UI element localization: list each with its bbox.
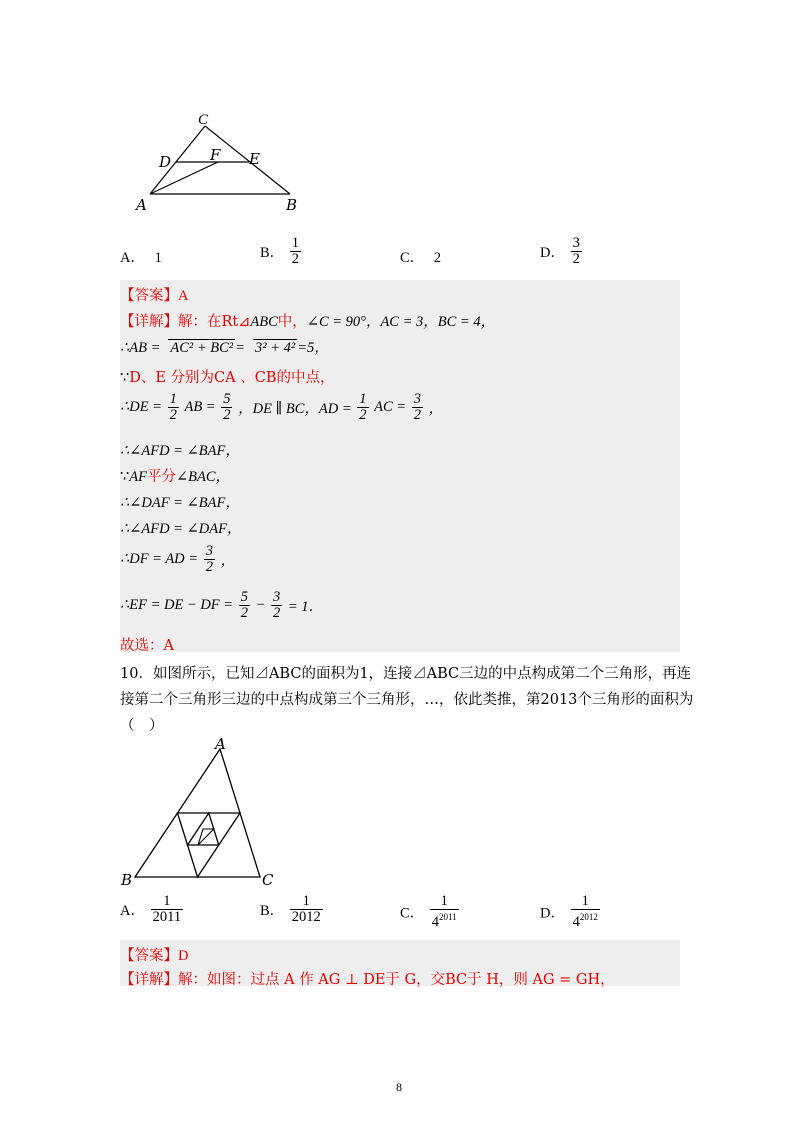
option-a-label: A． xyxy=(120,250,145,266)
q10-paren: （ ） xyxy=(120,718,164,734)
solution-line-1 xyxy=(120,310,495,331)
line9-end: ， xyxy=(220,553,236,569)
line10-f1-num: 5 xyxy=(240,589,248,605)
line7-text: ∴∠DAF = ∠BAF， xyxy=(120,495,240,511)
line1-abc: ABC xyxy=(250,314,278,330)
q10-option-a-num: 1 xyxy=(163,893,171,909)
detail-tag: 【详解】 xyxy=(120,314,178,330)
q10-option-d-num: 1 xyxy=(581,893,589,909)
option-d-den: 2 xyxy=(572,251,580,267)
line2-sqrt1: AC² + BC² xyxy=(170,340,234,356)
line4-prefix: ∴DE = xyxy=(120,399,162,415)
line6-text: 平分 xyxy=(146,469,176,485)
line10-f1-den: 2 xyxy=(240,605,248,621)
line9-prefix: ∴DF = AD = xyxy=(120,551,199,567)
q10-line1: 10．如图所示，已知⊿ABC的面积为1，连接⊿ABC三边的中点构成第二个三角形，再连 xyxy=(120,666,692,682)
label-a: A xyxy=(136,196,147,214)
option-c-label: C． xyxy=(400,250,425,266)
solution-line-2 xyxy=(120,336,329,357)
q10-option-c-num: 1 xyxy=(440,893,448,909)
line4-mid: AB = xyxy=(184,399,216,415)
option-d xyxy=(540,236,584,267)
line1-angle: ∠C = 90°，AC = 3，BC = 4， xyxy=(306,314,496,330)
line3-text: D、E 分别为CA 、CB的中点， xyxy=(129,370,335,386)
option-d-fraction xyxy=(571,236,582,267)
q10-option-b-label: B． xyxy=(260,903,285,919)
solution-line-9 xyxy=(120,544,235,575)
answer-line-q9 xyxy=(120,284,188,305)
solution-line-7 xyxy=(120,491,240,512)
q10-option-a-den: 2011 xyxy=(152,909,182,925)
line4-f4-den: 2 xyxy=(413,407,421,423)
q10-option-a xyxy=(120,894,185,925)
line6-because: ∵ xyxy=(120,469,130,485)
line4-f1-den: 2 xyxy=(169,407,177,423)
option-b-label: B． xyxy=(260,245,285,261)
line10-f2-num: 3 xyxy=(273,589,281,605)
option-b-fraction xyxy=(290,236,301,267)
answer-value: A xyxy=(178,288,189,304)
line1-text-a: 解：在Rt xyxy=(178,314,239,330)
q10-detail-text: 解：如图：过点 A 作 AG ⊥ DE于 G，交BC于 H，则 AG = GH， xyxy=(178,972,615,988)
option-b-den: 2 xyxy=(291,251,300,267)
question-10-line-2 xyxy=(120,688,693,709)
line4-f1-num: 1 xyxy=(169,391,177,407)
solution-line-5 xyxy=(120,439,240,460)
q10-answer-value: D xyxy=(178,948,189,964)
q10-option-c-den-base: 4 xyxy=(431,913,440,930)
label-d: D xyxy=(159,153,172,171)
option-c-value: 2 xyxy=(433,250,442,266)
option-d-label: D． xyxy=(540,245,565,261)
q10-option-c-label: C． xyxy=(400,905,425,922)
line9-den: 2 xyxy=(205,559,213,575)
label-fig2-b: B xyxy=(121,871,133,887)
line6-af: AF xyxy=(129,469,147,485)
option-d-num: 3 xyxy=(572,235,580,251)
label-e: E xyxy=(249,150,260,168)
label-c: C xyxy=(198,112,209,128)
line1-tri: ⊿ xyxy=(238,314,251,330)
q10-detail-tag: 【详解】 xyxy=(120,972,178,988)
q10-option-c-den-exp: 2011 xyxy=(439,912,457,922)
answer-tag: 【答案】 xyxy=(120,288,178,304)
line4-end: ， xyxy=(428,401,444,417)
line2-eq: = xyxy=(235,340,245,356)
question-10-line-1 xyxy=(120,662,691,683)
line2-prefix: ∴AB = xyxy=(120,340,161,356)
line10-end: = 1． xyxy=(287,599,324,615)
line3-because: ∵ xyxy=(120,370,130,386)
line4-f2-den: 2 xyxy=(223,407,231,423)
solution-choice-q9 xyxy=(120,634,174,655)
q10-option-d xyxy=(540,894,602,930)
line4-par: ，DE ∥ BC，AD = xyxy=(238,401,352,417)
q10-option-b-den: 2012 xyxy=(291,909,321,925)
line1-text-b: 中， xyxy=(277,314,307,330)
line6-angle: ∠BAC， xyxy=(175,469,230,485)
q10-option-b xyxy=(260,894,325,925)
solution-line-6 xyxy=(120,465,230,486)
q10-line2: 接第二个三角形三边的中点构成第三个三角形，…，依此类推，第2013个三角形的面积为 xyxy=(120,692,694,708)
option-b xyxy=(260,236,303,267)
solution-line-3 xyxy=(120,366,334,387)
label-f: F xyxy=(210,146,221,164)
page-number: 8 xyxy=(396,1080,402,1094)
line2-sqrt2: 3² + 4² xyxy=(254,340,296,356)
line10-f2-den: 2 xyxy=(273,605,281,621)
line9-num: 3 xyxy=(205,543,213,559)
label-fig2-c: C xyxy=(262,871,274,887)
option-b-num: 1 xyxy=(291,235,300,251)
answer-line-q10 xyxy=(120,944,188,965)
line4-f3-num: 1 xyxy=(359,391,367,407)
q10-answer-tag: 【答案】 xyxy=(120,948,178,964)
q10-option-d-den-base: 4 xyxy=(572,913,580,930)
q10-option-a-label: A． xyxy=(120,903,145,919)
option-c xyxy=(400,246,441,267)
detail-line-q10 xyxy=(120,968,615,989)
option-a-value: 1 xyxy=(154,250,162,266)
solution-line-4 xyxy=(120,392,443,423)
option-a xyxy=(120,246,162,267)
line10-prefix: ∴EF = DE − DF = xyxy=(120,597,234,613)
line4-f2-num: 5 xyxy=(223,391,231,407)
figure-triangle-def xyxy=(130,108,305,218)
line2-result: =5， xyxy=(297,340,329,356)
label-fig2-a: A xyxy=(215,735,226,753)
solution-line-8 xyxy=(120,517,241,538)
line5-text: ∴∠AFD = ∠BAF， xyxy=(120,443,240,459)
line4-ac: AC = xyxy=(374,399,407,415)
solution-line-10 xyxy=(120,590,323,621)
choice-text: 故选：A xyxy=(120,638,174,654)
q10-option-c xyxy=(400,894,461,930)
q10-option-d-den-exp: 2012 xyxy=(579,912,598,922)
label-b: B xyxy=(286,196,298,214)
line8-text: ∴∠AFD = ∠DAF， xyxy=(120,521,242,537)
q10-option-d-label: D． xyxy=(540,905,565,922)
figure-nested-triangles xyxy=(115,735,285,887)
line10-minus: − xyxy=(255,597,266,613)
line4-f3-den: 2 xyxy=(359,407,367,423)
question-10-paren xyxy=(120,714,164,735)
q10-option-b-num: 1 xyxy=(302,893,310,909)
line4-f4-num: 3 xyxy=(413,391,421,407)
